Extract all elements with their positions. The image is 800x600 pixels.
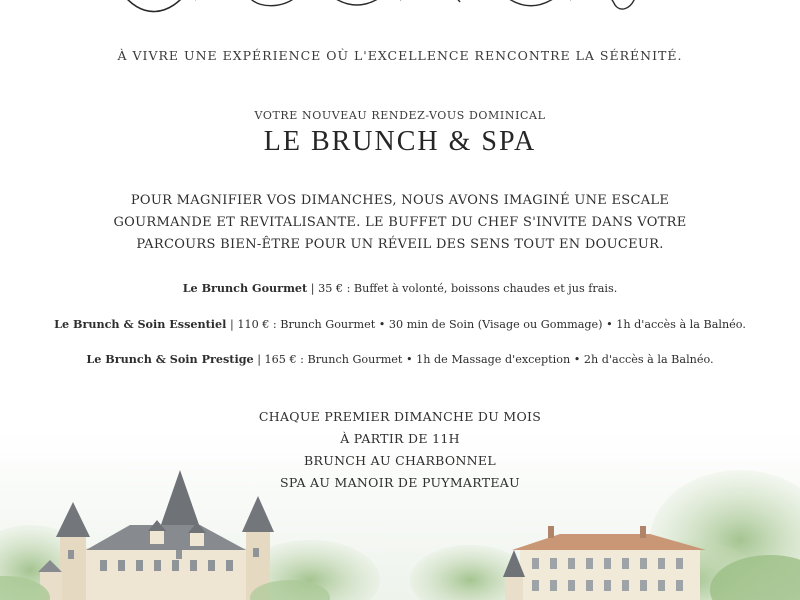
offer-details: Brunch Gourmet • 1h de Massage d'exception • 2h d'accès à la Balnéo. (307, 353, 714, 366)
tagline: À VIVRE UNE EXPÉRIENCE OÙ L'EXCELLENCE RENCONTRE LA SÉRÉNITÉ. (117, 48, 683, 63)
offer-separator: | (230, 318, 238, 331)
offer-brunch-soin-essentiel (0, 317, 800, 331)
intro-paragraph (110, 190, 690, 256)
script-heading-flourish (100, 0, 700, 30)
intro-line: GOURMANDE ET REVITALISANTE. LE BUFFET DU CHEF S'INVITE DANS VOTRE (113, 215, 687, 230)
offer-colon: : (296, 353, 308, 366)
intro-line: PARCOURS BIEN-ÊTRE POUR UN RÉVEIL DES SENS TOUT EN DOUCEUR. (136, 237, 664, 252)
offer-name: Le Brunch Gourmet (182, 281, 308, 295)
offer-details: Buffet à volonté, boissons chaudes et jus frais. (353, 282, 618, 295)
schedule-line: CHAQUE PREMIER DIMANCHE DU MOIS (258, 409, 542, 424)
offer-colon: : (343, 282, 354, 295)
offer-details: Brunch Gourmet • 30 min de Soin (Visage ou Gommage) • 1h d'accès à la Balnéo. (280, 318, 746, 331)
page-title: LE BRUNCH & SPA (263, 126, 537, 157)
offer-price: 165 € (264, 353, 297, 366)
offer-brunch-soin-prestige (0, 352, 800, 366)
schedule-line: SPA AU MANOIR DE PUYMARTEAU (280, 475, 520, 490)
offer-price: 110 € (237, 318, 270, 331)
schedule-line: À PARTIR DE 11H (340, 431, 460, 446)
offer-name: Le Brunch & Soin Essentiel (54, 317, 227, 331)
offer-name: Le Brunch & Soin Prestige (86, 352, 254, 366)
schedule-block (0, 406, 800, 494)
offer-separator: | (257, 353, 265, 366)
offer-colon: : (269, 318, 281, 331)
hero-kicker: VOTRE NOUVEAU RENDEZ-VOUS DOMINICAL (254, 109, 546, 122)
offer-separator: | (310, 282, 319, 295)
offer-price: 35 € (318, 282, 344, 295)
intro-line: POUR MAGNIFIER VOS DIMANCHES, NOUS AVONS IMAGINÉ UNE ESCALE (130, 193, 670, 208)
offer-brunch-gourmet (0, 281, 800, 295)
schedule-line: BRUNCH AU CHARBONNEL (304, 453, 496, 468)
